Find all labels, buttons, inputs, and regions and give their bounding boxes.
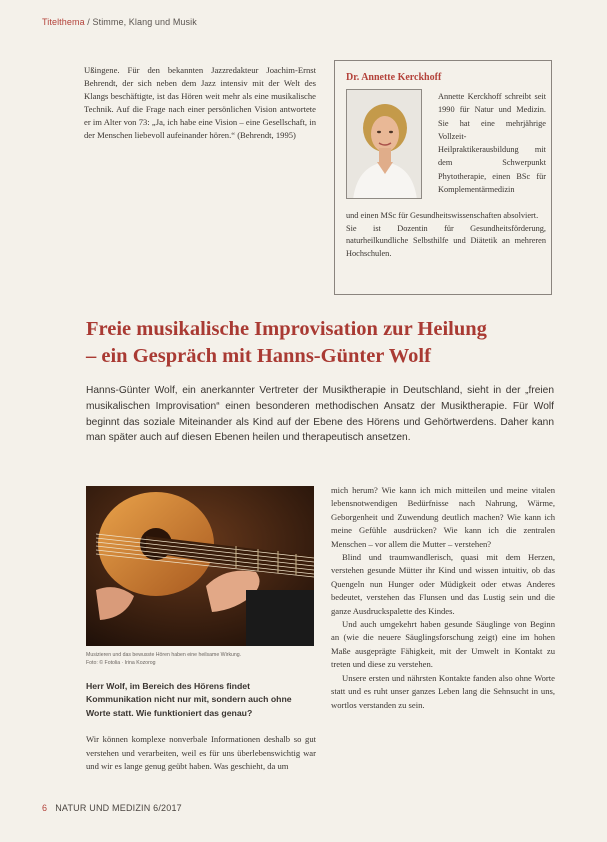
author-bio-continued: und einen MSc für Gesundheitswissenschaften absolviert. <box>346 211 539 220</box>
right-paragraph-1: mich herum? Wie kann ich mich mitteilen und meine vitalen lebensnotwendigen Bedürfnisse nach Nahrung, Wärme, Geborgenheit und Zuwendung deutlich machen? Wie kann ich meine Gefühle ausdrücken? Wie kann ich die zentralen Menschen – vor allem die Mutter – verstehen? <box>331 485 555 549</box>
headline-line-2: – ein Gespräch mit Hanns-Günter Wolf <box>86 345 431 367</box>
author-bio-teaching: Sie ist Dozentin für Gesundheitsförderung, naturheilkundliche Selbsthilfe und Diätetik an mehreren Hochschulen. <box>346 223 546 258</box>
article-lead: Hanns-Günter Wolf, ein anerkannter Vertreter der Musiktherapie in Deutschland, sieht in der „freien musikalischen Improvisation“ einen besonderen methodischen Ansatz der Musiktherapie. Für Wolf beginnt das soziale Miteinander als Kind auf der Ebene des Hörens und Gehörtwerdens. Daher kann man später auch auf diesen Ebenen heilen und therapeutisch ansetzen. <box>86 385 554 444</box>
headline-line-1: Freie musikalische Improvisation zur Heilung <box>86 318 487 340</box>
answer-right-column <box>331 484 555 712</box>
guitar-photo-image <box>86 486 314 646</box>
magazine-issue: NATUR UND MEDIZIN 6/2017 <box>55 803 182 813</box>
right-paragraph-3: Und auch umgekehrt haben gesunde Säuglinge von Beginn an (wie die neuere Säuglingsforschung zeigt) eine im hohen Maße ausgeprägte Fähigkeit, mit der Umwelt in Kontakt zu treten und diese zu verstehen. <box>331 619 555 670</box>
page-footer <box>42 803 182 813</box>
right-paragraph-4: Unsere ersten und nährsten Kontakte fanden also ohne Worte statt und es ruht unser ganzes Leben lang die Sehnsucht in uns, wortlos verstanden zu sein. <box>331 672 555 710</box>
header-separator: / <box>84 17 93 27</box>
author-bio-full <box>346 210 546 260</box>
author-bio-right: Annette Kerckhoff schreibt seit 1990 für Natur und Medizin. Sie hat eine mehrjährige Vollzeit-Heilpraktikerausbildung mit dem Schwerpunkt Phytotherapie, einen BSc für Komplementärmedizin <box>438 92 546 195</box>
photo-caption-text: Musizieren und das bewusste Hören haben eine heilsame Wirkung. <box>86 652 242 658</box>
photo-caption <box>86 651 314 667</box>
author-name: Dr. Annette Kerckhoff <box>346 72 442 83</box>
answer-left-column: Wir können komplexe nonverbale Informationen deshalb so gut verstehen und verarbeiten, weil es für uns überlebenswichtig war und wir es lange genug geübt haben. Was geschieht, da um <box>86 734 316 771</box>
intro-paragraph: Ußingene. Für den bekannten Jazzredakteur Joachim-Ernst Behrendt, der sich neben dem Jazz intensiv mit der Welt des Klangs beschäftigte, ist das Hören weit mehr als eine musikalische Technik. Auf die Frage nach einer persönlichen Vision antwortete er im Alter von 73: „Ja, ich habe eine Vision – eine Gesellschaft, in der Menschen liebevoll aufeinander hören.“ (Behrendt, 1995) <box>84 65 316 140</box>
photo-credit: Foto: © Fotolia · Irina Kozorog <box>86 660 156 666</box>
header-topic: Stimme, Klang und Musik <box>92 17 197 27</box>
page-number: 6 <box>42 803 48 813</box>
interview-question: Herr Wolf, im Bereich des Hörens findet Kommunikation nicht nur mit, sondern auch ohne Worte statt. Wie funktioniert das genau? <box>86 681 292 718</box>
running-header <box>42 17 197 27</box>
article-headline <box>86 316 566 370</box>
author-portrait-image <box>346 89 422 199</box>
section-label: Titelthema <box>42 17 85 27</box>
right-paragraph-2: Blind und traumwandlerisch, quasi mit dem Herzen, verstehen gesunde Mütter ihr Kind und wissen intuitiv, ob das Quengeln nun Hunger oder Müdigkeit oder etwas Anderes bedeutet, verstehen das Flunsen und das Lustig sein und die ganze Ausdruckspalette des Kindes. <box>331 552 555 616</box>
